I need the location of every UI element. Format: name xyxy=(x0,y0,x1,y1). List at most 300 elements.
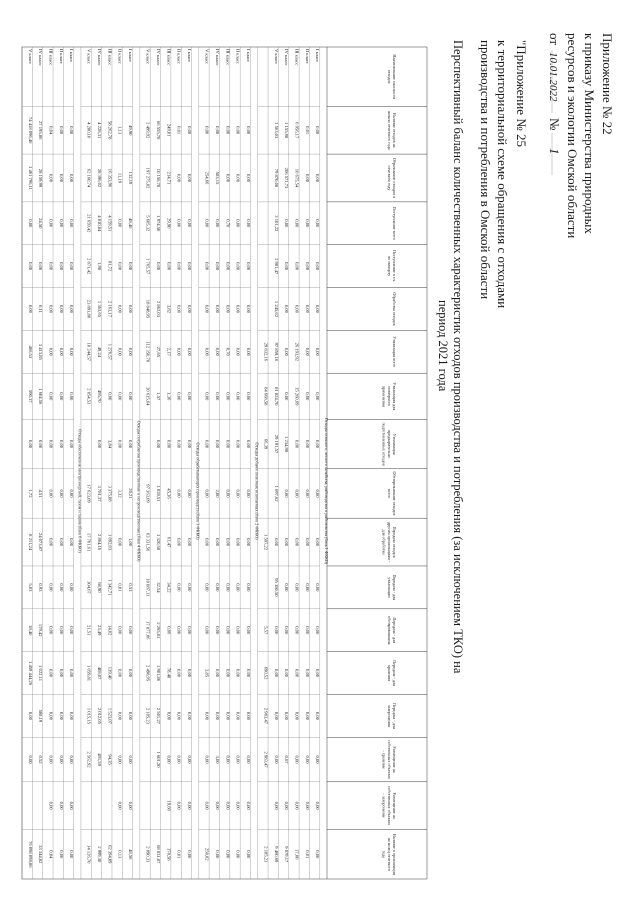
table-cell: 17,00 xyxy=(294,849,300,860)
table-cell: 3,82 xyxy=(166,304,172,313)
table-cell: 0,00 xyxy=(204,801,210,810)
table-cell: 4 810,84 xyxy=(97,215,103,232)
row-label: I класс xyxy=(187,49,193,63)
table-cell: 0,00 xyxy=(58,392,64,401)
annex-25-block xyxy=(478,40,529,308)
table-cell: 0,00 xyxy=(204,626,210,635)
header-cell: другим организациям - xyxy=(386,521,392,563)
table-cell: 97 859,18 xyxy=(273,342,279,361)
table-cell: 214,71 xyxy=(166,171,172,185)
table-cell: 2 999,30 xyxy=(97,846,103,863)
table-cell: 0,00 xyxy=(204,711,210,720)
table-cell: 0,00 xyxy=(214,219,220,228)
table-cell: 0,00 xyxy=(245,626,251,635)
table-cell: 0,00 xyxy=(235,392,241,401)
table-cell: 17 623,09 xyxy=(86,484,92,503)
table-cell: 0,00 xyxy=(315,538,321,547)
table-cell: 178,58 xyxy=(166,847,172,861)
header-cell: Передача отходов xyxy=(392,526,397,558)
table-cell: 0,00 xyxy=(176,304,182,313)
table-cell: 0,00 xyxy=(204,347,210,356)
table-cell: 0,00 xyxy=(235,347,241,356)
table-cell: 74 418 096,46 xyxy=(27,116,33,144)
table-cell: 0,00 xyxy=(58,262,64,271)
table-cell: 0,00 xyxy=(284,669,290,678)
table-cell: 0,00 xyxy=(69,755,75,764)
table-cell: 33 344,82 xyxy=(38,845,44,864)
table-cell: 0,00 xyxy=(245,440,251,449)
table-cell: 0,00 xyxy=(235,669,241,678)
annex-25-line3: производства и потребления в Омской области xyxy=(478,40,493,300)
table-cell: 0,00 xyxy=(48,711,54,720)
table-cell: 0,00 xyxy=(304,262,310,271)
table-cell: 28 396,02 xyxy=(97,168,103,188)
table-cell: 0,00 xyxy=(58,126,64,135)
table-cell: 1 092,03 xyxy=(107,534,113,551)
table-cell: 0,00 xyxy=(284,538,290,547)
table-cell: 0,00 xyxy=(235,626,241,635)
table-cell: 0,00 xyxy=(214,304,220,313)
table-cell: 132,19 xyxy=(128,171,134,185)
table-cell: 0,00 xyxy=(187,173,193,183)
table-cell: 0,00 xyxy=(245,755,251,764)
table-cell: 94,35 xyxy=(107,754,113,765)
header-cell: Поступление в т.ч. xyxy=(392,249,397,283)
table-cell: 583,15 xyxy=(214,171,220,185)
table-cell: 0,11 xyxy=(38,305,44,313)
table-cell: 63 331,56 xyxy=(145,532,151,552)
table-cell: 0,00 xyxy=(315,304,321,313)
table-cell: 19,60 xyxy=(166,800,172,811)
table-cell: 491,59 xyxy=(97,753,103,766)
table-cell: 0,00 xyxy=(204,126,210,135)
title-line2: период 2021 года xyxy=(436,300,450,392)
table-cell: 1 461 796,11 xyxy=(27,166,33,190)
table-cell: 0,00 xyxy=(294,304,300,313)
table-cell: 0,00 xyxy=(58,801,64,810)
table-cell: 0,00 xyxy=(214,626,220,635)
table-cell: 0,00 xyxy=(284,583,290,592)
table-cell: 0,00 xyxy=(27,262,33,271)
table-cell: 0,00 xyxy=(48,440,54,449)
table-cell: 0,01 xyxy=(304,126,310,135)
table-cell: 0,00 xyxy=(284,347,290,356)
table-cell: 0,00 xyxy=(245,262,251,271)
table-cell: 0,00 xyxy=(48,626,54,635)
table-cell: 58 262,78 xyxy=(107,121,113,140)
table-cell: 0,00 xyxy=(245,801,251,810)
table-cell: 0,00 xyxy=(214,801,220,810)
row-label: III класс xyxy=(107,49,113,66)
table-cell: 0,00 xyxy=(187,304,193,313)
table-cell: 0,00 xyxy=(284,219,290,228)
table-cell: 1 974,50 xyxy=(155,215,161,232)
table-cell: 0,00 xyxy=(273,755,279,764)
table-cell: 0,13 xyxy=(117,850,123,859)
table-cell: 0,00 xyxy=(214,392,220,401)
table-cell: 0,00 xyxy=(225,262,231,271)
table-cell: 0,00 xyxy=(187,626,193,635)
table-cell: 495,70 xyxy=(97,389,103,403)
table-cell: 0,00 xyxy=(245,392,251,401)
table-cell: 0,00 xyxy=(245,347,251,356)
header-cell: Наличие отходов на xyxy=(392,112,397,148)
table-cell: 0,00 xyxy=(235,173,241,183)
table-cell: 0,00 xyxy=(214,850,220,859)
table-cell: 0,00 xyxy=(38,262,44,271)
table-cell: 0,00 xyxy=(204,489,210,498)
table-cell: 0,00 xyxy=(235,262,241,271)
table-cell: 179,42 xyxy=(38,623,44,637)
table-cell: 0,00 xyxy=(304,711,310,720)
row-label: III класс xyxy=(225,49,231,66)
header-cell: по импорту xyxy=(386,256,392,277)
row-label: II класс xyxy=(58,49,64,64)
table-cell: 0,00 xyxy=(69,801,75,810)
table-cell: 254,66 xyxy=(204,171,210,185)
table-cell: 10 675,54 xyxy=(294,168,300,188)
table-cell: 0,00 xyxy=(214,669,220,678)
table-cell: 2 498,95 xyxy=(145,665,151,682)
header-cell: Утилизация всего xyxy=(392,336,397,368)
header-cell: Обработка отходов xyxy=(392,292,397,326)
table-cell: 28 159,99 xyxy=(38,168,44,188)
table-cell: 0,00 xyxy=(48,669,54,678)
table-cell: 3,32 xyxy=(117,489,123,498)
annex-22-line3: ресурсов и экологии Омской области xyxy=(565,33,580,239)
table-cell: 0,00 xyxy=(315,347,321,356)
table-cell: 0,00 xyxy=(294,538,300,547)
table-cell: 2 983,47 xyxy=(263,751,269,768)
row-label: II класс xyxy=(176,49,182,64)
table-cell: 0,00 xyxy=(69,440,75,449)
table-cell: 0,00 xyxy=(48,583,54,592)
table-cell: 0,00 xyxy=(273,538,279,547)
table-cell: 49,24 xyxy=(97,346,103,357)
table-cell: 0,00 xyxy=(187,392,193,401)
header-cell: для обработки xyxy=(381,529,387,555)
table-cell: 0,00 xyxy=(235,850,241,859)
table-cell: 0,00 xyxy=(315,262,321,271)
table-cell: 27 195,86 xyxy=(38,121,44,140)
table-cell: 66,39 xyxy=(263,438,269,450)
table-cell: 29,90 xyxy=(166,218,172,229)
table-cell: 0,00 xyxy=(187,489,193,498)
table-cell: 0,00 xyxy=(304,489,310,498)
table-cell: 1,98 xyxy=(97,262,103,271)
table-cell: 9 460,69 xyxy=(273,846,279,863)
table-cell: 1 245,62 xyxy=(273,300,279,317)
table-cell: 250,82 xyxy=(204,847,210,861)
table-cell: 0,00 xyxy=(48,262,54,271)
table-cell: 4,51 xyxy=(38,489,44,498)
table-cell: 0,00 xyxy=(97,440,103,449)
table-cell: 0,00 xyxy=(204,440,210,449)
table-cell: 21 659,42 xyxy=(86,214,92,233)
table-cell: 0,00 xyxy=(273,669,279,678)
table-cell: 0,00 xyxy=(245,669,251,678)
table-cell: 0,00 xyxy=(235,304,241,313)
table-cell: 48,46 xyxy=(128,218,134,229)
table-cell: 206 571,73 xyxy=(284,167,290,189)
table-cell: 1 604,56 xyxy=(38,388,44,405)
table-cell: 1 276,57 xyxy=(107,343,113,360)
balance-table xyxy=(22,47,427,879)
table-cell: 0,04 xyxy=(48,850,54,859)
table-cell: 0,00 xyxy=(48,489,54,498)
section-caption: Отходы потребления производственные и непроизводственные (блок 4 ФККО) xyxy=(136,420,142,562)
table-cell: 1 901,86 xyxy=(155,665,161,682)
table-cell: 0,00 xyxy=(315,489,321,498)
table-cell: 0,00 xyxy=(58,669,64,678)
header-cell: захоронения xyxy=(386,705,392,727)
table-cell: 0,00 xyxy=(187,801,193,810)
table-cell: 2,00 xyxy=(214,489,220,498)
table-cell: 3,85 xyxy=(204,669,210,678)
table-cell: 0,00 xyxy=(284,489,290,498)
table-cell: 2 501,27 xyxy=(155,707,161,724)
table-cell: 0,00 xyxy=(235,219,241,228)
header-cell: собственных объектах xyxy=(386,740,392,780)
table-cell: 1 342,71 xyxy=(107,579,113,596)
row-label: II класс xyxy=(235,49,241,64)
table-cell: 1,57 xyxy=(155,392,161,401)
table-cell: 0,00 xyxy=(117,440,123,449)
table-cell: 0,00 xyxy=(128,711,134,720)
table-cell: 0,00 xyxy=(315,801,321,810)
table-cell: 0,00 xyxy=(176,538,182,547)
table-cell: 0,86 xyxy=(166,626,172,635)
table-cell: 2 012,05 xyxy=(97,707,103,724)
table-cell: 0,00 xyxy=(58,711,64,720)
table-cell: 0,00 xyxy=(69,669,75,678)
table-cell: 29 832,16 xyxy=(263,342,269,361)
table-cell: 0,00 xyxy=(69,392,75,401)
header-cell: повторного xyxy=(386,386,392,407)
table-cell: 1,13 xyxy=(117,126,123,135)
table-cell: 0,00 xyxy=(304,669,310,678)
table-cell: 0,00 xyxy=(176,583,182,592)
table-cell: 0,00 xyxy=(204,262,210,271)
table-cell: 0,00 xyxy=(214,583,220,592)
table-cell: 0,00 xyxy=(235,489,241,498)
table-cell: 0,00 xyxy=(69,304,75,313)
table-cell: 0,00 xyxy=(315,711,321,720)
table-cell: 0,00 xyxy=(225,392,231,401)
table-cell: 0,00 xyxy=(58,626,64,635)
table-cell: 0,00 xyxy=(315,583,321,592)
table-cell: 0,53 xyxy=(128,583,134,592)
table-cell: 0,00 xyxy=(273,711,279,720)
table-cell: 49,90 xyxy=(128,125,134,136)
table-cell: 0,00 xyxy=(214,440,220,449)
table-cell: 0,00 xyxy=(58,304,64,313)
table-cell: 68,90 xyxy=(97,582,103,593)
annex-22-block xyxy=(547,33,615,238)
table-cell: 1 597,22 xyxy=(263,534,269,551)
table-cell: 2 185,23 xyxy=(263,846,269,863)
table-cell: 2,17 xyxy=(166,347,172,356)
table-cell: 0,00 xyxy=(284,801,290,810)
table-cell: 0,00 xyxy=(117,538,123,547)
header-cell: начало отчетного года xyxy=(386,110,392,150)
table-cell: 0,00 xyxy=(225,755,231,764)
table-cell: 3,84 xyxy=(107,440,113,449)
table-cell: 81,72 xyxy=(107,260,113,272)
table-cell: 0,00 xyxy=(294,626,300,635)
table-cell: 0,00 xyxy=(107,392,113,401)
table-cell: 0,00 xyxy=(204,583,210,592)
table-cell: 18,40 xyxy=(27,625,33,636)
table-cell: 14,02 xyxy=(107,625,113,636)
table-cell: 0,00 xyxy=(225,489,231,498)
table-cell: 0,00 xyxy=(187,347,193,356)
table-cell: 1,00 xyxy=(128,538,134,547)
document-title xyxy=(436,40,465,674)
table-cell: 0,00 xyxy=(245,173,251,183)
table-cell: 1 059,81 xyxy=(86,665,92,682)
table-cell: 4 159,51 xyxy=(107,215,113,232)
table-cell: 10 156,78 xyxy=(155,168,161,188)
table-cell: 0,04 xyxy=(48,126,54,135)
table-cell: 0,00 xyxy=(235,801,241,810)
table-cell: 590,17 xyxy=(27,389,33,403)
table-cell: 2 163,17 xyxy=(107,300,113,317)
table-cell: 0,00 xyxy=(58,583,64,592)
table-cell: 0,00 xyxy=(69,126,75,135)
table-cell: 0,00 xyxy=(166,711,172,720)
table-cell: 0,00 xyxy=(69,173,75,183)
header-cell: применения xyxy=(381,385,387,407)
header-cell: подготовленных отходов xyxy=(381,422,387,466)
table-cell: 97 363,09 xyxy=(145,484,151,503)
table-cell: 0,00 xyxy=(128,262,134,271)
table-cell: 0,00 xyxy=(176,173,182,183)
header-cell: года xyxy=(381,850,387,858)
table-cell: 0,00 xyxy=(304,304,310,313)
table-cell: 0,00 xyxy=(58,850,64,859)
header-cell: обезвреживания xyxy=(386,616,392,645)
table-cell: 0,00 xyxy=(187,538,193,547)
table-cell: 0,00 xyxy=(225,850,231,859)
table-cell: 0,00 xyxy=(166,440,172,449)
table-cell: 0,00 xyxy=(204,219,210,228)
table-cell: 0,00 xyxy=(187,126,193,135)
table-cell: 11,19 xyxy=(117,172,123,184)
table-cell: 3 413,85 xyxy=(38,343,44,360)
table-cell: 27,65 xyxy=(155,346,161,357)
row-label: III класс xyxy=(48,49,54,66)
table-cell: 0,00 xyxy=(27,304,33,313)
table-cell: 0,70 xyxy=(225,219,231,228)
table-cell: 68 831,87 xyxy=(155,845,161,864)
table-cell: 0,00 xyxy=(48,392,54,401)
table-cell: 5,03 xyxy=(27,583,33,592)
table-cell: 62 160,74 xyxy=(86,168,92,188)
row-label: III класс xyxy=(294,49,300,66)
table-cell: 0,00 xyxy=(187,583,193,592)
table-cell: 84 668,58 xyxy=(263,387,269,406)
table-cell: 0,00 xyxy=(245,126,251,135)
header-cell: Утилизация для xyxy=(392,382,397,411)
table-cell: 0,00 xyxy=(245,850,251,859)
table-cell: 0,00 xyxy=(245,489,251,498)
table-cell: 0,00 xyxy=(117,626,123,635)
table-cell: 0,00 xyxy=(58,347,64,356)
table-cell: 0,00 xyxy=(155,440,161,449)
header-cell: Размещение на xyxy=(392,792,397,819)
table-cell: 0,00 xyxy=(315,669,321,678)
table-cell: 0,00 xyxy=(69,538,75,547)
table-cell: 78,48 xyxy=(166,667,172,679)
table-cell: 0,00 xyxy=(304,801,310,810)
table-cell: 0,00 xyxy=(128,801,134,810)
table-cell: 81 824,70 xyxy=(273,387,279,406)
table-cell: 1 320,58 xyxy=(155,534,161,551)
table-cell: 112 350,78 xyxy=(145,341,151,363)
table-cell: 0,00 xyxy=(245,219,251,228)
title-line1: Перспективный баланс количественных характеристик отходов производства и потребления (за исключением ТКО) на xyxy=(451,40,465,674)
table-cell: 0,00 xyxy=(176,801,182,810)
table-cell: 0,00 xyxy=(225,711,231,720)
row-label: I класс xyxy=(69,49,75,63)
table-cell: 0,00 xyxy=(294,669,300,678)
table-cell: 0,00 xyxy=(187,262,193,271)
table-cell: 3 375,08 xyxy=(107,485,113,502)
row-label: V класс xyxy=(27,49,33,65)
table-cell: 0,00 xyxy=(225,538,231,547)
table-cell: 95 180,50 xyxy=(273,578,279,597)
table-cell: 2 981,47 xyxy=(273,258,279,275)
table-cell: 1 022,11 xyxy=(38,665,44,682)
row-label: V класс xyxy=(273,49,279,65)
table-cell: 0,01 xyxy=(304,850,310,859)
table-cell: 6 956,17 xyxy=(294,122,300,139)
table-cell: 0,00 xyxy=(176,440,182,449)
table-cell: 0,00 xyxy=(294,219,300,228)
table-cell: 62 394,89 xyxy=(107,845,113,864)
table-cell: 0,00 xyxy=(69,219,75,228)
table-cell: 304,67 xyxy=(86,581,92,594)
table-cell: 0,00 xyxy=(166,262,172,271)
row-label: IV класс xyxy=(38,49,44,66)
section-caption: Отходы обеспечения электроэнергией, газом и паром (блок 6 ФККО) xyxy=(77,429,83,553)
header-cell: Передача - для xyxy=(392,660,397,686)
header-cell: Передача - для xyxy=(392,703,397,729)
table-cell: 0,00 xyxy=(235,583,241,592)
table-cell: 0,00 xyxy=(284,711,290,720)
table-cell: 0,00 xyxy=(214,711,220,720)
table-cell: 3 781,37 xyxy=(97,485,103,502)
table-cell: 1 234,98 xyxy=(284,436,290,453)
table-cell: 2 890,33 xyxy=(145,846,151,863)
table-cell: 0,00 xyxy=(315,219,321,228)
table-cell: 66 555,78 xyxy=(155,121,161,140)
section-caption: Отходы добычи полезных ископаемых (блок 2 ФККО) xyxy=(254,442,260,540)
table-cell: 10 087,11 xyxy=(145,578,151,597)
table-cell: 0,00 xyxy=(294,489,300,498)
row-label: I класс xyxy=(245,49,251,63)
row-label: I класс xyxy=(315,49,321,63)
table-cell: 0,00 xyxy=(117,304,123,313)
annex-22-date-prefix: от xyxy=(547,33,562,46)
table-cell: 0,00 xyxy=(176,489,182,498)
table-cell: 0,00 xyxy=(48,538,54,547)
table-cell: 45,36 xyxy=(166,488,172,499)
table-cell: 408,07 xyxy=(97,666,103,680)
table-cell: 0,00 xyxy=(27,711,33,720)
header-cell: Размещение на xyxy=(392,746,397,773)
